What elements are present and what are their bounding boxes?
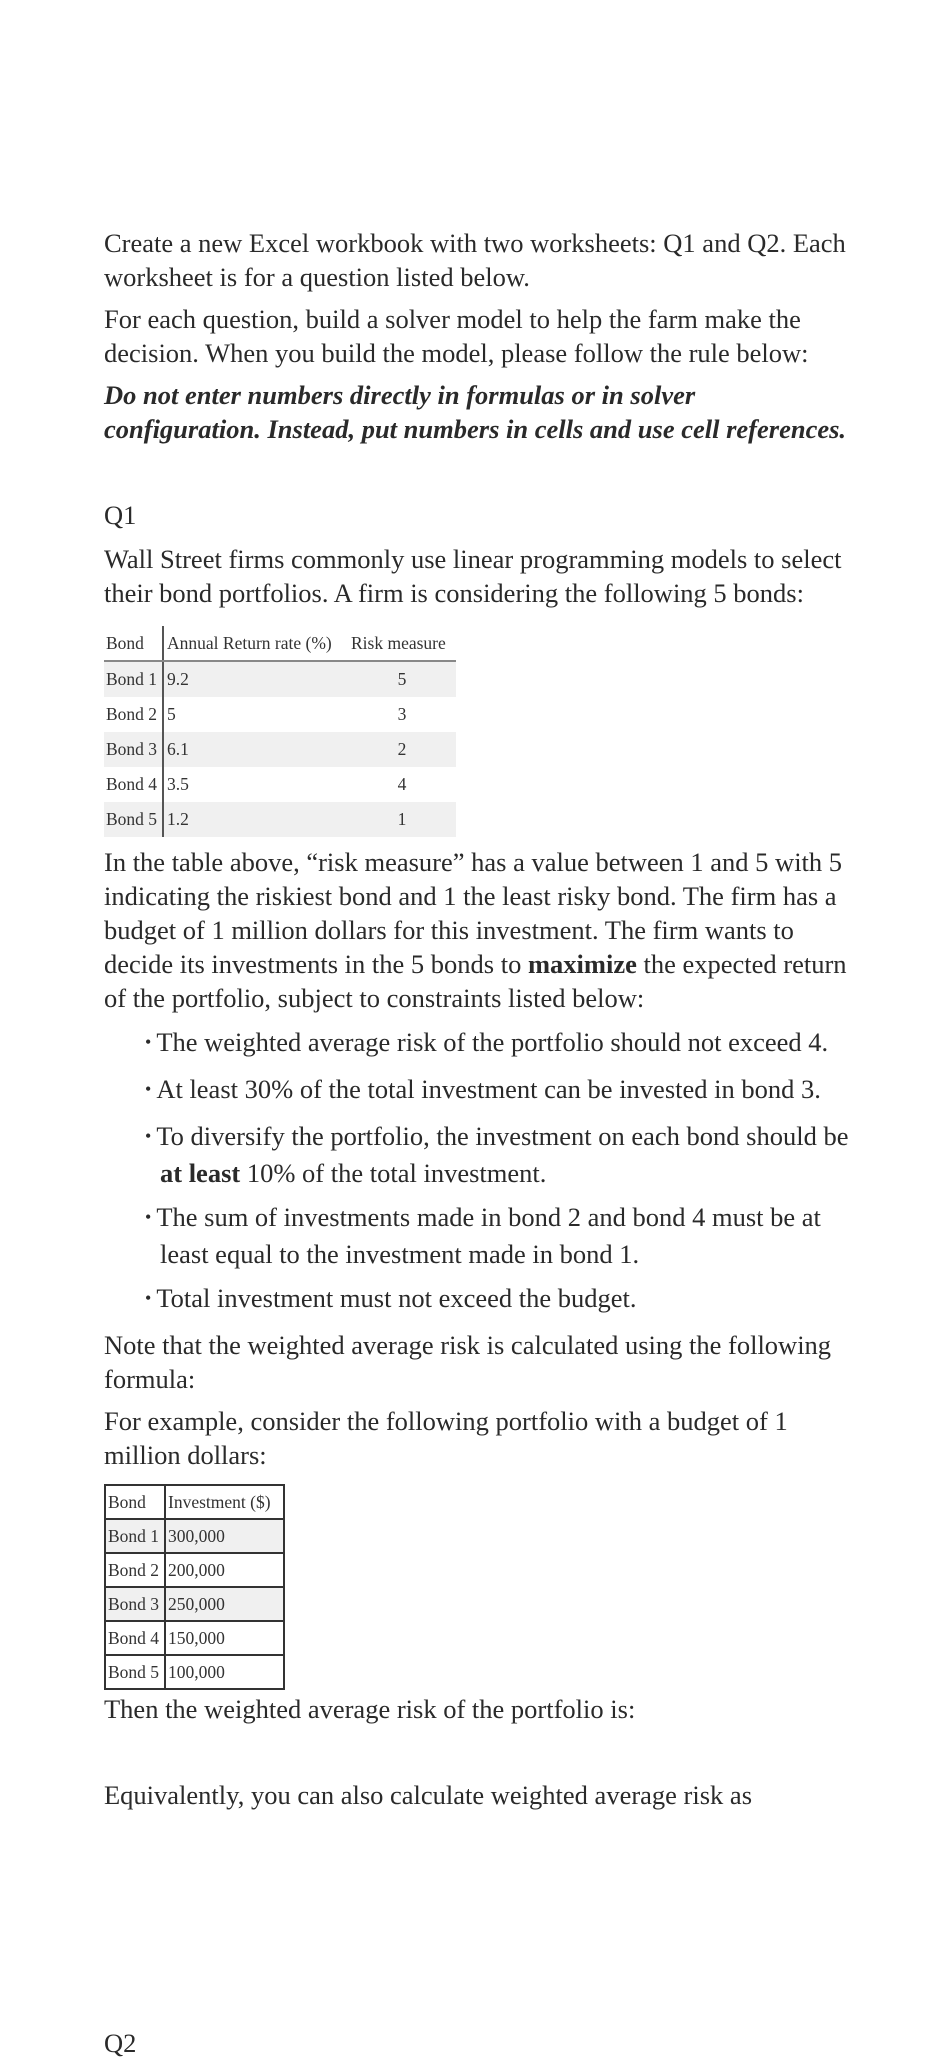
investment-table-header: Bond [105, 1485, 165, 1519]
bullet-icon: • [145, 1032, 152, 1052]
table-cell: Bond 1 [104, 661, 163, 697]
constraint-text: To diversify the portfolio, the investment on each bond should be [156, 1121, 849, 1151]
table-cell: 1.2 [163, 802, 348, 837]
q1-heading: Q1 [104, 500, 137, 530]
table-cell: 9.2 [163, 661, 348, 697]
table-cell: Bond 4 [106, 774, 158, 794]
bond-table-header: Annual Return rate (%) [163, 626, 348, 661]
q1-paragraph-1: Wall Street firms commonly use linear programming models to select their bond portfolios. A firm is considering the following 5 bonds: [104, 544, 842, 608]
investment-table-header-row [105, 1485, 284, 1519]
bullet-icon: • [145, 1079, 152, 1099]
constraint-text: Total investment must not exceed the budget. [156, 1283, 637, 1313]
table-cell: 100,000 [165, 1655, 284, 1689]
table-cell: 3.5 [163, 767, 348, 802]
document-body [104, 226, 856, 1812]
table-row [105, 1553, 284, 1587]
rule-text: Do not enter numbers directly in formulas or in solver configuration. Instead, put numbers in cells and use cell references. [104, 380, 847, 444]
table-cell: 5 [163, 697, 348, 732]
constraint-text: The weighted average risk of the portfolio should not exceed 4. [156, 1027, 829, 1057]
list-item [104, 1119, 856, 1190]
table-row [105, 1621, 284, 1655]
list-item [104, 1281, 856, 1318]
example-paragraph: For example, consider the following portfolio with a budget of 1 million dollars: [104, 1406, 788, 1470]
bullet-icon: • [145, 1126, 152, 1146]
table-cell: 6.1 [163, 732, 348, 767]
table-cell: Bond 5 [105, 1655, 165, 1689]
constraints-list [104, 1025, 856, 1318]
bond-table [104, 626, 456, 837]
table-cell: 150,000 [165, 1621, 284, 1655]
then-paragraph: Then the weighted average risk of the portfolio is: [104, 1694, 636, 1724]
table-cell: Bond 5 [104, 802, 163, 837]
note-paragraph: Note that the weighted average risk is calculated using the following formula: [104, 1330, 832, 1394]
table-row [104, 732, 456, 767]
table-cell: Bond 2 [106, 704, 158, 724]
list-item [104, 1025, 856, 1062]
at-least-emphasis: at least [160, 1158, 241, 1188]
q2-heading-cut: Q2 [104, 2028, 137, 2058]
investment-table [104, 1484, 285, 1690]
constraint-text-end: 10% of the total investment. [240, 1158, 547, 1188]
table-row [105, 1655, 284, 1689]
q1-paragraph-2-text-end: the expected return of the portfolio, subject to constraints listed below: [104, 949, 847, 1013]
bond-table-header: Risk measure [348, 626, 456, 661]
table-cell: 4 [397, 774, 407, 794]
table-cell: Bond 1 [105, 1519, 165, 1553]
table-cell: 300,000 [165, 1519, 284, 1553]
list-item [104, 1200, 856, 1271]
equivalently-paragraph: Equivalently, you can also calculate weighted average risk as [104, 1780, 753, 1810]
table-row [104, 767, 456, 802]
maximize-emphasis: maximize [527, 949, 637, 979]
table-cell: Bond 2 [105, 1553, 165, 1587]
table-cell: Bond 3 [105, 1587, 165, 1621]
table-cell: 5 [348, 661, 456, 697]
constraint-text: At least 30% of the total investment can be invested in bond 3. [156, 1074, 821, 1104]
q1-paragraph-2-text: In the table above, “risk measure” has a value between 1 and 5 with 5 indicating the riskiest bond and 1 the least risky bond. The firm has a budget of 1 million dollars for this investment. The firm wants to decide its investments in the 5 bonds to [104, 847, 843, 979]
bullet-icon: • [145, 1288, 152, 1308]
table-cell: 250,000 [165, 1587, 284, 1621]
bullet-icon: • [145, 1207, 152, 1227]
investment-table-header: Investment ($) [165, 1485, 284, 1519]
intro-paragraph-1: Create a new Excel workbook with two worksheets: Q1 and Q2. Each worksheet is for a question listed below. [104, 228, 846, 292]
constraint-text: The sum of investments made in bond 2 and bond 4 must be at least equal to the investment made in bond 1. [156, 1202, 821, 1269]
list-item [104, 1072, 856, 1109]
table-cell: Bond 3 [104, 732, 163, 767]
intro-paragraph-2: For each question, build a solver model to help the farm make the decision. When you build the model, please follow the rule below: [104, 304, 809, 368]
table-row [105, 1519, 284, 1553]
bond-table-header: Bond [104, 626, 163, 661]
table-cell: 200,000 [165, 1553, 284, 1587]
table-cell: 1 [348, 802, 456, 837]
table-row [104, 697, 456, 732]
table-cell: Bond 4 [105, 1621, 165, 1655]
table-row [104, 802, 456, 837]
bond-table-header-row [104, 626, 456, 661]
table-cell: 3 [397, 704, 407, 724]
q1-paragraph-2 [104, 845, 856, 1015]
table-row [105, 1587, 284, 1621]
table-cell: 2 [348, 732, 456, 767]
table-row [104, 661, 456, 697]
